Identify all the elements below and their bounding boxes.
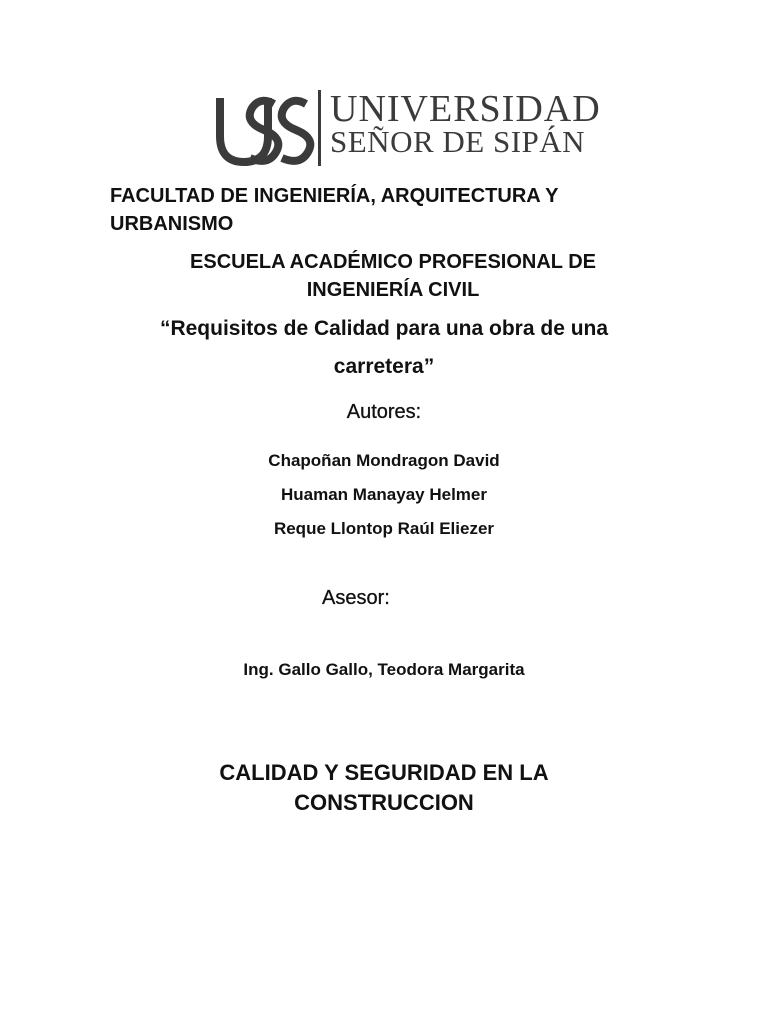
author-name: Chapoñan Mondragon David (268, 451, 500, 470)
document-title: “Requisitos de Calidad para una obra de una carretera” (159, 317, 609, 378)
advisor-name: Ing. Gallo Gallo, Teodora Margarita (243, 660, 525, 679)
course-title (0, 758, 768, 818)
university-name-line1: UNIVERSIDAD (330, 88, 601, 130)
university-name-line2: SEÑOR DE SIPÁN (330, 124, 586, 159)
school-heading-line1: ESCUELA ACADÉMICO PROFESIONAL DE (190, 251, 596, 273)
authors-label: Autores: (346, 401, 422, 423)
author-name: Reque Llontop Raúl Eliezer (273, 519, 495, 538)
school-heading-line2: INGENIERÍA CIVIL (306, 279, 480, 301)
faculty-heading: FACULTAD DE INGENIERÍA, ARQUITECTURA Y URBANISMO (110, 185, 559, 235)
advisor-label: Asesor: (322, 587, 390, 609)
author-name: Huaman Manayay Helmer (281, 485, 487, 504)
university-logo (214, 86, 601, 168)
uss-monogram-icon (214, 86, 324, 168)
authors-list (0, 444, 768, 546)
school-heading (0, 248, 768, 304)
course-title-line2: CONSTRUCCION (294, 790, 474, 815)
course-title-line1: CALIDAD Y SEGURIDAD EN LA (219, 760, 549, 785)
